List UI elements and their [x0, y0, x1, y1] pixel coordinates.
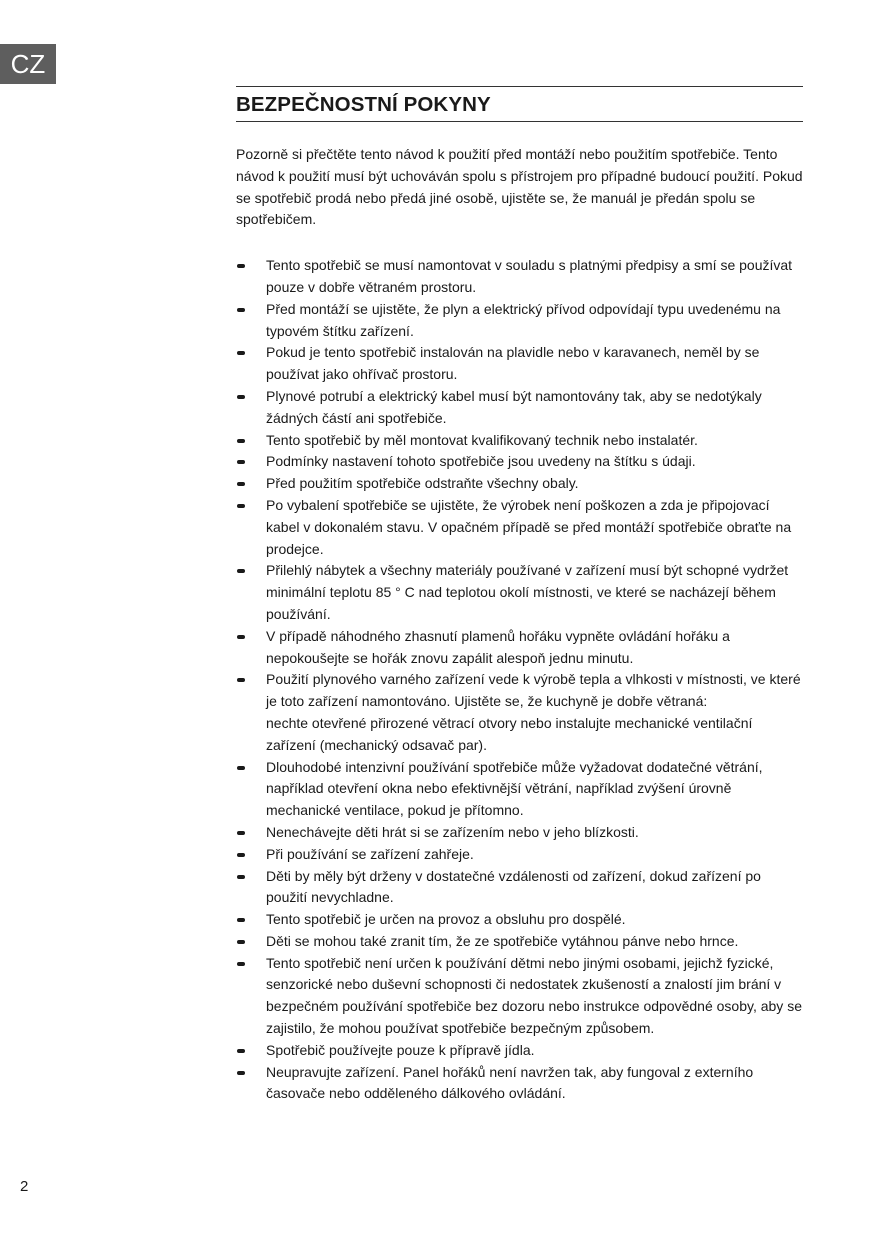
list-item: Podmínky nastavení tohoto spotřebiče jsou uvedeny na štítku s údaji.	[236, 451, 803, 473]
title-rule-top	[236, 86, 803, 87]
list-item: Tento spotřebič je určen na provoz a obsluhu pro dospělé.	[236, 909, 803, 931]
list-item: Při používání se zařízení zahřeje.	[236, 844, 803, 866]
list-item: Před montáží se ujistěte, že plyn a elektrický přívod odpovídají typu uvedenému na typovém štítku zařízení.	[236, 299, 803, 343]
list-item: Děti by měly být drženy v dostatečné vzdálenosti od zařízení, dokud zařízení po použití nevychladne.	[236, 866, 803, 910]
bullet-icon	[237, 395, 245, 399]
page-number: 2	[20, 1178, 29, 1195]
list-item: Tento spotřebič není určen k používání dětmi nebo jinými osobami, jejichž fyzické, senzorické nebo duševní schopnosti či nedostatek zkušeností a znalostí jim brání v bezpečném používání spotřebiče bez dozoru nebo instrukce odpovědné osoby, aby se zajistilo, že mohou používat spotřebiče bezpečným způsobem.	[236, 953, 803, 1040]
title-rule-bottom	[236, 121, 803, 122]
list-item: Spotřebič používejte pouze k přípravě jídla.	[236, 1040, 803, 1062]
list-item: Přilehlý nábytek a všechny materiály používané v zařízení musí být schopné vydržet minimální teplotu 85 ° C nad teplotou okolí místnosti, ve které se nacházejí během používání.	[236, 560, 803, 625]
list-item: Pokud je tento spotřebič instalován na plavidle nebo v karavanech, neměl by se používat jako ohřívač prostoru.	[236, 342, 803, 386]
bullet-icon	[237, 831, 245, 835]
bullet-icon	[237, 1049, 245, 1053]
list-item: Neupravujte zařízení. Panel hořáků není navržen tak, aby fungoval z externího časovače nebo odděleného dálkového ovládání.	[236, 1062, 803, 1106]
document-body	[236, 86, 803, 1105]
list-item: Dlouhodobé intenzivní používání spotřebiče může vyžadovat dodatečné větrání, například otevření okna nebo efektivnější větrání, například zvýšení úrovně mechanické ventilace, pokud je přítomno.	[236, 757, 803, 822]
list-item: Před použitím spotřebiče odstraňte všechny obaly.	[236, 473, 803, 495]
list-item: Použití plynového varného zařízení vede k výrobě tepla a vlhkosti v místnosti, ve které je toto zařízení namontováno. Ujistěte se, že kuchyně je dobře větraná: nechte otevřené přirozené větrací otvory nebo instalujte mechanické ventilační zařízení (mechanický odsavač par).	[236, 669, 803, 756]
bullet-icon	[237, 766, 245, 770]
list-item: Tento spotřebič by měl montovat kvalifikovaný technik nebo instalatér.	[236, 430, 803, 452]
bullet-icon	[237, 504, 245, 508]
bullet-icon	[237, 853, 245, 857]
bullet-icon	[237, 439, 245, 443]
page-title: BEZPEČNOSTNÍ POKYNY	[236, 93, 491, 116]
list-item: V případě náhodného zhasnutí plamenů hořáku vypněte ovládání hořáku a nepokoušejte se hořák znovu zapálit alespoň jednu minutu.	[236, 626, 803, 670]
bullet-icon	[237, 264, 245, 268]
bullet-icon	[237, 308, 245, 312]
bullet-icon	[237, 635, 245, 639]
list-item: Nenechávejte děti hrát si se zařízením nebo v jeho blízkosti.	[236, 822, 803, 844]
bullet-icon	[237, 482, 245, 486]
language-tab: CZ	[0, 44, 56, 84]
bullet-icon	[237, 875, 245, 879]
safety-list	[236, 255, 803, 1105]
bullet-icon	[237, 678, 245, 682]
bullet-icon	[237, 918, 245, 922]
bullet-icon	[237, 940, 245, 944]
list-item: Po vybalení spotřebiče se ujistěte, že výrobek není poškozen a zda je připojovací kabel v dokonalém stavu. V opačném případě se před montáží spotřebiče obraťte na prodejce.	[236, 495, 803, 560]
bullet-icon	[237, 1071, 245, 1075]
bullet-icon	[237, 962, 245, 966]
bullet-icon	[237, 351, 245, 355]
list-item: Tento spotřebič se musí namontovat v souladu s platnými předpisy a smí se používat pouze v dobře větraném prostoru.	[236, 255, 803, 299]
bullet-icon	[237, 569, 245, 573]
list-item-continuation: nechte otevřené přirozené větrací otvory nebo instalujte mechanické ventilační zařízení (mechanický odsavač par).	[266, 714, 753, 753]
intro-paragraph: Pozorně si přečtěte tento návod k použití před montáží nebo použitím spotřebiče. Tento návod k použití musí být uchováván spolu s přístrojem pro případné budoucí použití. Pokud se spotřebič prodá nebo předá jiné osobě, ujistěte se, že manuál je předán spolu se spotřebičem.	[236, 146, 803, 228]
list-item: Plynové potrubí a elektrický kabel musí být namontovány tak, aby se nedotýkaly žádných částí ani spotřebiče.	[236, 386, 803, 430]
list-item: Děti se mohou také zranit tím, že ze spotřebiče vytáhnou pánve nebo hrnce.	[236, 931, 803, 953]
bullet-icon	[237, 460, 245, 464]
